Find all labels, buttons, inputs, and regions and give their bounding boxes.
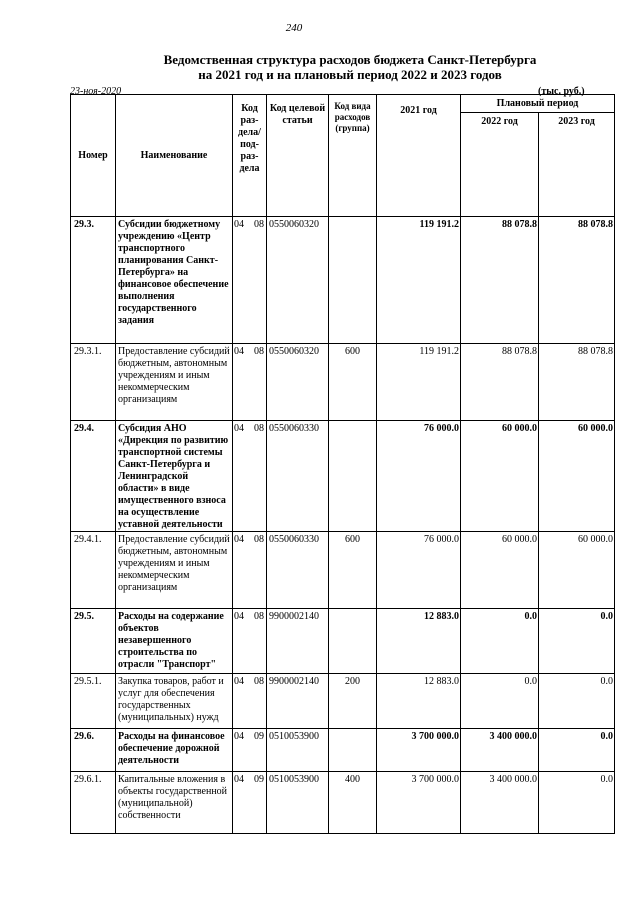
row-section-code [233, 674, 267, 729]
table-row [71, 609, 615, 674]
row-amount-2022: 3 400 000.0 [461, 772, 539, 834]
row-target-code: 9900002140 [267, 609, 329, 674]
row-name: Капитальные вложения в объекты государственной (муниципальной) собственности [116, 772, 233, 834]
table-row [71, 217, 615, 344]
row-number: 29.6. [71, 729, 116, 772]
row-amount-2022: 0.0 [461, 609, 539, 674]
row-amount-2023: 88 078.8 [539, 344, 615, 421]
section-code: 04 [234, 731, 244, 742]
row-expense-type [329, 217, 377, 344]
row-target-code: 0550060330 [267, 532, 329, 609]
header-name: Наименование [116, 95, 233, 217]
row-number: 29.5. [71, 609, 116, 674]
row-name: Предоставление субсидий бюджетным, автономным учреждениям и иным некоммерческим организациям [116, 532, 233, 609]
row-expense-type [329, 729, 377, 772]
row-target-code: 0550060320 [267, 217, 329, 344]
row-name: Закупка товаров, работ и услуг для обеспечения государственных (муниципальных) нужд [116, 674, 233, 729]
row-number: 29.4.1. [71, 532, 116, 609]
subsection-code: 09 [254, 774, 264, 785]
row-number: 29.3. [71, 217, 116, 344]
row-amount-2021: 76 000.0 [377, 421, 461, 532]
row-target-code: 0510053900 [267, 772, 329, 834]
row-target-code: 0550060330 [267, 421, 329, 532]
row-amount-2021: 12 883.0 [377, 674, 461, 729]
section-code: 04 [234, 219, 244, 230]
row-amount-2022: 88 078.8 [461, 217, 539, 344]
section-code: 04 [234, 534, 244, 545]
document-date: 23-ноя-2020 [70, 86, 122, 97]
row-amount-2023: 0.0 [539, 772, 615, 834]
header-target: Код целевой статьи [267, 95, 329, 217]
row-expense-type: 600 [329, 344, 377, 421]
section-code: 04 [234, 774, 244, 785]
subsection-code: 08 [254, 346, 264, 357]
row-name: Субсидии бюджетному учреждению «Центр транспортного планирования Санкт-Петербурга» на финансовое обеспечение выполнения государственного задания [116, 217, 233, 344]
row-section-code [233, 532, 267, 609]
subsection-code: 08 [254, 423, 264, 434]
row-amount-2022: 60 000.0 [461, 532, 539, 609]
row-amount-2022: 60 000.0 [461, 421, 539, 532]
table-row [71, 532, 615, 609]
row-target-code: 0510053900 [267, 729, 329, 772]
header-number: Номер [71, 95, 116, 217]
table-row [71, 772, 615, 834]
row-section-code [233, 421, 267, 532]
table-row [71, 344, 615, 421]
title-line-1: Ведомственная структура расходов бюджета Санкт-Петербурга [163, 52, 537, 67]
row-amount-2021: 12 883.0 [377, 609, 461, 674]
row-expense-type: 400 [329, 772, 377, 834]
budget-table [70, 94, 615, 834]
row-number: 29.6.1. [71, 772, 116, 834]
header-2023: 2023 год [539, 113, 615, 217]
row-number: 29.4. [71, 421, 116, 532]
document-title [60, 52, 640, 82]
unit-label: (тыс. руб.) [538, 86, 585, 97]
page-number: 240 [285, 22, 303, 34]
header-type: Код вида расходов (группа) [329, 95, 377, 217]
header-2022: 2022 год [461, 113, 539, 217]
row-amount-2023: 60 000.0 [539, 421, 615, 532]
row-target-code: 9900002140 [267, 674, 329, 729]
row-amount-2023: 0.0 [539, 729, 615, 772]
subsection-code: 08 [254, 611, 264, 622]
row-amount-2021: 3 700 000.0 [377, 772, 461, 834]
section-code: 04 [234, 346, 244, 357]
row-name: Субсидия АНО «Дирекция по развитию транспортной системы Санкт-Петербурга и Ленинградской области» в виде имущественного взноса на осуществление уставной деятельности [116, 421, 233, 532]
row-section-code [233, 772, 267, 834]
subsection-code: 08 [254, 219, 264, 230]
table-row [71, 729, 615, 772]
row-number: 29.3.1. [71, 344, 116, 421]
row-amount-2021: 3 700 000.0 [377, 729, 461, 772]
row-section-code [233, 729, 267, 772]
section-code: 04 [234, 611, 244, 622]
row-amount-2022: 0.0 [461, 674, 539, 729]
row-section-code [233, 217, 267, 344]
row-amount-2021: 119 191.2 [377, 217, 461, 344]
row-amount-2023: 60 000.0 [539, 532, 615, 609]
row-number: 29.5.1. [71, 674, 116, 729]
row-amount-2022: 88 078.8 [461, 344, 539, 421]
section-code: 04 [234, 676, 244, 687]
section-code: 04 [234, 423, 244, 434]
row-name: Расходы на содержание объектов незавершенного строительства по отрасли "Транспорт" [116, 609, 233, 674]
subsection-code: 09 [254, 731, 264, 742]
row-section-code [233, 609, 267, 674]
row-amount-2022: 3 400 000.0 [461, 729, 539, 772]
row-section-code [233, 344, 267, 421]
header-section: Код раз- дела/ под- раз- дела [233, 95, 267, 217]
table-row [71, 674, 615, 729]
row-name: Предоставление субсидий бюджетным, автономным учреждениям и иным некоммерческим организациям [116, 344, 233, 421]
subsection-code: 08 [254, 534, 264, 545]
row-amount-2021: 76 000.0 [377, 532, 461, 609]
header-planned: Плановый период [461, 95, 615, 113]
row-amount-2021: 119 191.2 [377, 344, 461, 421]
row-target-code: 0550060320 [267, 344, 329, 421]
title-line-2: на 2021 год и на плановый период 2022 и 2023 годов [198, 67, 502, 82]
row-name: Расходы на финансовое обеспечение дорожной деятельности [116, 729, 233, 772]
row-expense-type: 200 [329, 674, 377, 729]
row-amount-2023: 0.0 [539, 674, 615, 729]
subsection-code: 08 [254, 676, 264, 687]
table-row [71, 421, 615, 532]
header-2021: 2021 год [377, 95, 461, 217]
row-expense-type [329, 609, 377, 674]
row-amount-2023: 0.0 [539, 609, 615, 674]
row-amount-2023: 88 078.8 [539, 217, 615, 344]
row-expense-type [329, 421, 377, 532]
row-expense-type: 600 [329, 532, 377, 609]
